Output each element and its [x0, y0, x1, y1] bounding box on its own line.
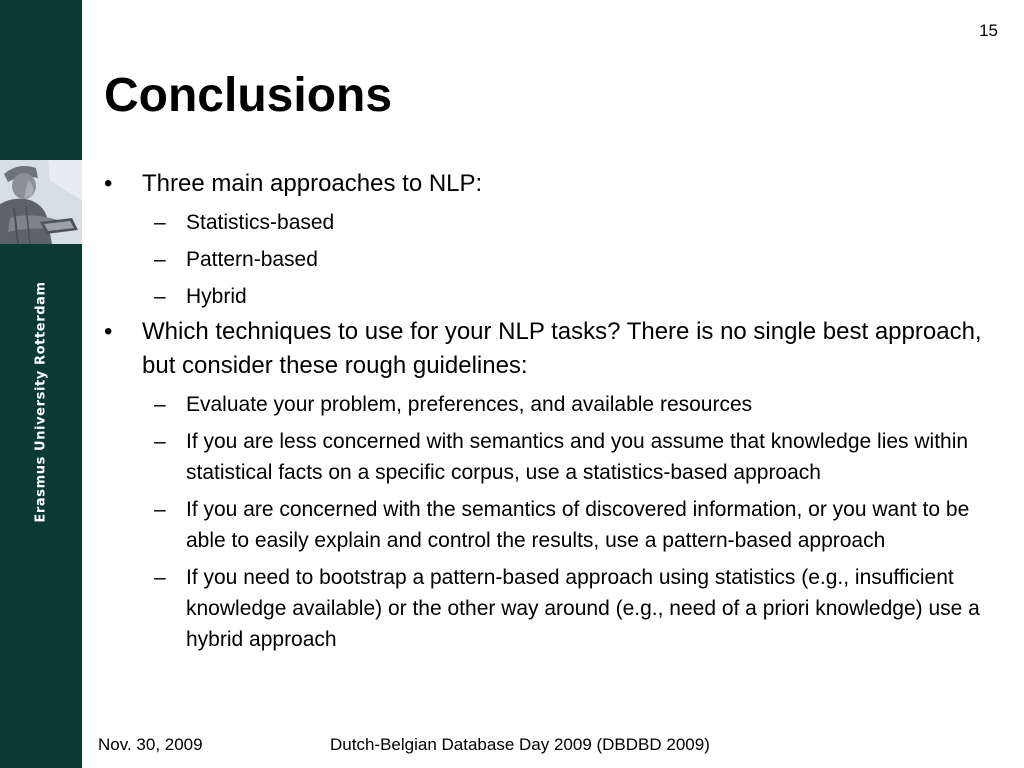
- sub-bullet-text: Statistics-based: [186, 211, 335, 234]
- university-name: Erasmus University Rotterdam: [33, 281, 49, 523]
- sidebar: [0, 0, 82, 768]
- footer-event: Dutch-Belgian Database Day 2009 (DBDBD 2009): [330, 735, 710, 754]
- sub-bullet-item: [104, 244, 984, 275]
- statue-portrait-icon: [0, 160, 82, 244]
- sub-bullet-item: [104, 562, 984, 655]
- footer-date: Nov. 30, 2009: [98, 735, 203, 754]
- bullet-marker: •: [104, 170, 113, 197]
- dash-marker: –: [154, 393, 166, 416]
- sub-bullet-text: If you need to bootstrap a pattern-based approach using statistics (e.g., insufficient knowledge available) or the other way around (e.g., need of a priori knowledge) use a hybrid approach: [186, 566, 980, 651]
- sub-bullet-text: Hybrid: [186, 285, 247, 308]
- sub-bullet-item: [104, 426, 984, 488]
- slide-number: 15: [979, 21, 998, 40]
- sub-bullet-item: [104, 389, 984, 420]
- bullet-item: [104, 315, 984, 383]
- dash-marker: –: [154, 248, 166, 271]
- slide-title: Conclusions: [104, 69, 393, 122]
- bullet-text: Which techniques to use for your NLP tasks? There is no single best approach, but consider these rough guidelines:: [142, 318, 982, 379]
- sub-bullet-text: Pattern-based: [186, 248, 318, 271]
- bullet-item: [104, 167, 984, 201]
- dash-marker: –: [154, 211, 166, 234]
- sub-bullet-text: Evaluate your problem, preferences, and available resources: [186, 393, 753, 416]
- bullet-text: Three main approaches to NLP:: [142, 170, 483, 197]
- dash-marker: –: [154, 285, 166, 308]
- sub-bullet-item: [104, 281, 984, 312]
- bullet-marker: •: [104, 318, 113, 345]
- dash-marker: –: [154, 498, 166, 521]
- dash-marker: –: [154, 430, 166, 453]
- sub-bullet-text: If you are less concerned with semantics and you assume that knowledge lies within statistical facts on a specific corpus, use a statistics-based approach: [186, 430, 969, 484]
- slide-content: [104, 164, 984, 655]
- sub-bullet-item: [104, 207, 984, 238]
- sub-bullet-text: If you are concerned with the semantics of discovered information, or you want to be able to easily explain and control the results, use a pattern-based approach: [186, 498, 970, 552]
- sub-bullet-item: [104, 494, 984, 556]
- dash-marker: –: [154, 566, 166, 589]
